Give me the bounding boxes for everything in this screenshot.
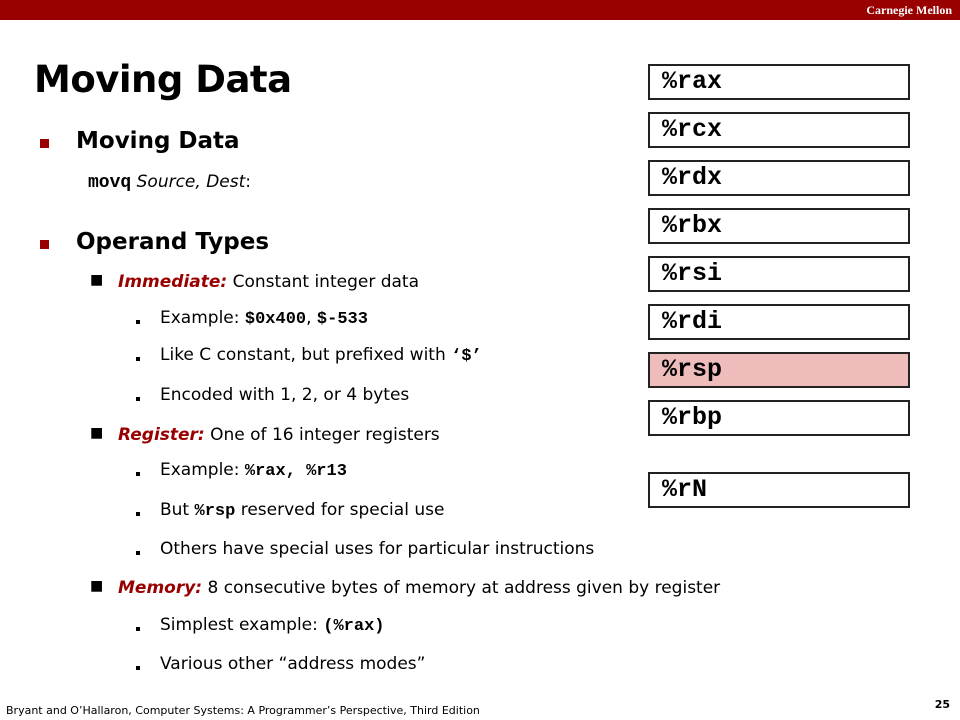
movq-args: Source, Dest [136,172,246,192]
immediate-val1: $0x400 [244,310,307,329]
register-box-rn: %rN [648,472,910,508]
but-suffix: reserved for special use [240,500,445,520]
immediate-item [118,272,419,292]
example-prefix: Example: [160,460,245,480]
bullet-diamond-icon: ■ [90,425,104,441]
bullet-small-icon [136,357,140,361]
register-box-rbp: %rbp [648,400,910,436]
simplest-prefix: Simplest example: [160,615,324,635]
register-others: Others have special uses for particular instructions [160,539,595,559]
bullet-small-icon [136,627,140,631]
slide-title: Moving Data [34,58,292,101]
immediate-key: Immediate: [118,272,228,292]
movq-syntax [88,172,251,193]
brand-label: Carnegie Mellon [866,3,952,17]
bullet-small-icon [136,666,140,670]
header-bar [0,0,960,20]
immediate-desc: Constant integer data [232,272,420,292]
like-text: Like C constant, but prefixed with [160,345,452,365]
bullet-operand-types: Operand Types [76,229,270,255]
bullet-small-icon [136,320,140,324]
example-sep: , [306,308,317,328]
register-box-rdx: %rdx [648,160,910,196]
bullet-square-icon [40,240,49,249]
simplest-code: (%rax) [323,617,385,636]
register-item [118,425,440,445]
like-code: ‘$’ [451,347,482,366]
bullet-moving-data: Moving Data [76,128,240,154]
example-prefix: Example: [160,308,245,328]
bullet-diamond-icon: ■ [90,272,104,288]
footer-credit: Bryant and O’Hallaron, Computer Systems: A Programmer’s Perspective, Third Edition [6,704,480,717]
movq-colon: : [245,172,251,192]
immediate-val2: $-533 [316,310,368,329]
bullet-small-icon [136,512,140,516]
memory-key: Memory: [118,578,203,598]
register-but [160,500,444,521]
register-desc: One of 16 integer registers [210,425,440,445]
register-key: Register: [118,425,205,445]
bullet-small-icon [136,397,140,401]
movq-command: movq [88,173,132,193]
register-box-rbx: %rbx [648,208,910,244]
register-box-rsp: %rsp [648,352,910,388]
memory-simplest [160,615,385,636]
bullet-diamond-icon: ■ [90,578,104,594]
register-box-rdi: %rdi [648,304,910,340]
register-box-rcx: %rcx [648,112,910,148]
bullet-small-icon [136,551,140,555]
register-example [160,460,347,481]
immediate-like [160,345,482,366]
page-number: 25 [934,698,950,711]
immediate-encoded: Encoded with 1, 2, or 4 bytes [160,385,410,405]
register-box-rax: %rax [648,64,910,100]
bullet-square-icon [40,139,49,148]
memory-desc: 8 consecutive bytes of memory at address given by register [207,578,721,598]
memory-item [118,578,720,598]
memory-various: Various other “address modes” [160,654,426,674]
register-box-rsi: %rsi [648,256,910,292]
immediate-example [160,308,368,329]
but-prefix: But [160,500,195,520]
but-code: %rsp [194,502,236,521]
register-example-val: %rax, %r13 [244,462,347,481]
bullet-small-icon [136,472,140,476]
